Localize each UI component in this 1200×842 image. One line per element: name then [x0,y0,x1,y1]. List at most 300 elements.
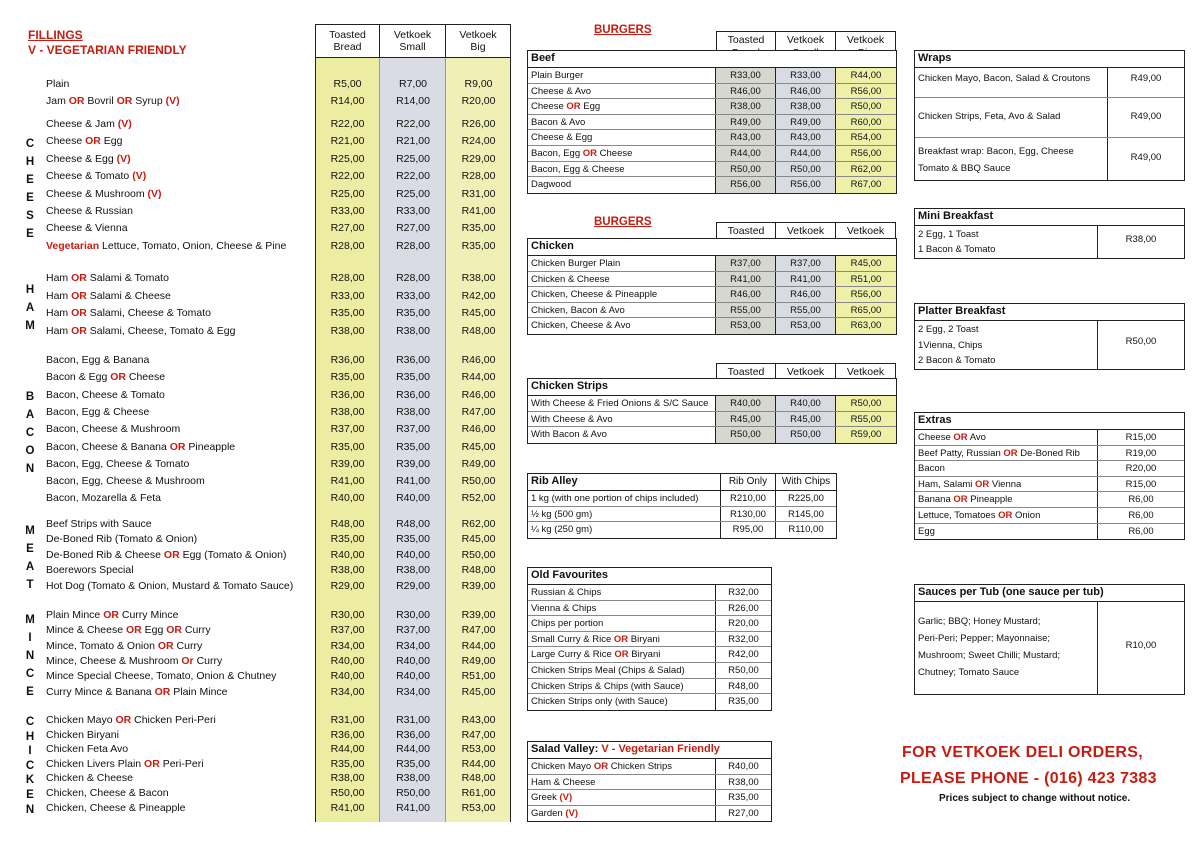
filling-price: R38,00 [396,564,430,577]
category-letters-ham: H A M [25,284,35,333]
sauces-table: Sauces per Tub (one sauce per tub) Garlic; BBQ; Honey Mustard; Peri-Peri; Pepper; Mayonnaise; Mushroom; Sweet Chilli; Mustard; Chutney; Tomato Sauce R10,00 [914,584,1185,695]
filling-price: R28,00 [396,239,430,252]
chicken-burger-price: R46,00 [776,287,836,302]
filling-item-name: Bacon, Egg & Cheese [46,405,150,418]
filling-item-name: Boerewors Special [46,564,134,577]
extra-price: R6,00 [1128,494,1154,506]
filling-price: R38,00 [330,405,365,418]
filling-price: R40,00 [330,548,365,561]
filling-price: R25,00 [330,152,365,165]
filling-price: R24,00 [461,135,496,148]
chicken-burger-price: R56,00 [836,287,896,302]
chicken-burger-price: R55,00 [716,303,776,318]
filling-price: R34,00 [396,639,430,652]
old-favourite-item-name: Small Curry & Rice OR Biryani [528,632,716,647]
chicken-strips-price: R59,00 [836,427,896,443]
filling-price: R36,00 [396,728,430,741]
filling-price: R35,00 [461,239,496,252]
filling-price: R35,00 [330,757,365,770]
filling-price: R35,00 [330,371,365,384]
rib-alley-title: Rib Alley [528,474,721,491]
rib-price-only: R130,00 [721,507,776,522]
extra-item-name: Beef Patty, Russian OR De-Boned Rib [915,446,1098,461]
beef-burger-item-name: Cheese & Avo [528,84,716,99]
chicken-strips-row [528,412,896,428]
filling-price: R52,00 [461,492,496,505]
fillings-col-vetsmall-header: Vetkoek Small [380,24,446,58]
filling-price: R22,00 [396,118,430,130]
old-favourite-price: R50,00 [728,664,759,676]
filling-price: R25,00 [330,187,365,200]
old-favourite-item-name: Chicken Strips only (with Sauce) [528,694,716,710]
wraps-row: Chicken Mayo, Bacon, Salad & Croutons R49,00 [915,68,1184,98]
salad-row [528,775,771,791]
chicken-burger-price: R37,00 [776,256,836,271]
old-favourite-price: R42,00 [728,649,759,661]
filling-price: R33,00 [396,205,430,217]
filling-price: R28,00 [330,272,365,284]
salad-price: R27,00 [728,807,759,819]
burgers-beef-title: Beef [528,51,896,68]
filling-price: R50,00 [461,548,496,561]
burgers-beef-table [527,50,897,194]
extra-price: R6,00 [1128,509,1154,521]
filling-price: R7,00 [398,78,428,90]
category-letters-mince: M I N C E [25,613,35,698]
wraps-title: Wraps [915,51,1184,68]
chicken-burger-price: R45,00 [836,256,896,271]
filling-item-name: Chicken, Cheese & Bacon [46,787,169,799]
filling-price: R50,00 [330,787,365,799]
filling-price: R40,00 [396,670,430,683]
rib-item-name: 1 kg (with one portion of chips included) [528,491,721,506]
chicken-burger-price: R53,00 [776,318,836,334]
chicken-burger-price: R41,00 [716,272,776,287]
filling-item-name: Ham OR Salami & Tomato [46,272,169,284]
filling-item-name: Mince, Tomato & Onion OR Curry [46,639,203,652]
filling-item-name: Chicken Mayo OR Chicken Peri-Peri [46,714,216,726]
chicken-burger-price: R65,00 [836,303,896,318]
filling-price: R14,00 [330,95,365,108]
rib-price-chips: R145,00 [788,508,824,520]
beef-burger-price: R67,00 [836,177,896,193]
filling-price: R33,00 [330,205,365,217]
salad-price: R35,00 [728,792,759,804]
filling-price: R45,00 [461,440,496,453]
filling-price: R47,00 [461,624,496,637]
filling-price: R30,00 [330,609,365,621]
beef-burger-price: R50,00 [776,162,836,177]
beef-burger-item-name: Bacon, Egg & Cheese [528,162,716,177]
filling-item-name: Chicken Biryani [46,728,119,741]
chicken-burger-row [528,272,896,288]
old-favourite-price: R48,00 [728,680,759,692]
filling-price: R34,00 [330,685,365,698]
filling-price: R36,00 [396,354,430,366]
chicken-strips-price: R40,00 [776,396,836,411]
category-letters-chicken: C H I C K E N [25,716,35,816]
chicken-burger-price: R46,00 [716,287,776,302]
chicken-burger-price: R55,00 [776,303,836,318]
filling-item-name: Ham OR Salami, Cheese, Tomato & Egg [46,324,236,337]
filling-price: R38,00 [396,772,430,785]
chicken-strips-price: R50,00 [716,427,776,443]
beef-burger-price: R56,00 [836,146,896,161]
salad-item-name: Ham & Cheese [528,775,716,790]
filling-item-name: Chicken Livers Plain OR Peri-Peri [46,757,204,770]
filling-price: R38,00 [461,272,496,284]
filling-price: R36,00 [330,354,365,366]
filling-item-name: Chicken Feta Avo [46,743,129,756]
filling-item-name: Bacon, Egg, Cheese & Tomato [46,457,190,470]
beef-burger-item-name: Bacon, Egg OR Cheese [528,146,716,161]
filling-price: R35,00 [396,371,430,384]
filling-price: R35,00 [330,307,365,320]
filling-price: R38,00 [330,324,365,337]
filling-price: R44,00 [330,743,365,756]
fillings-subtitle: V - VEGETARIAN FRIENDLY [28,43,187,57]
chicken-burger-row [528,303,896,319]
chicken-strips-price: R50,00 [776,427,836,443]
chicken-strips-item-name: With Cheese & Avo [528,412,716,427]
filling-price: R50,00 [396,787,430,799]
chicken-burger-price: R37,00 [716,256,776,271]
extras-title: Extras [915,413,1184,430]
chicken-strips-price: R50,00 [836,396,896,411]
chicken-burger-price: R41,00 [776,272,836,287]
filling-item-name: De-Boned Rib & Cheese OR Egg (Tomato & Onion) [46,548,287,561]
filling-item-name: Mince & Cheese OR Egg OR Curry [46,624,211,637]
filling-price: R29,00 [396,579,430,592]
beef-burger-price: R54,00 [836,130,896,145]
filling-price: R22,00 [396,170,430,183]
chicken-strips-item-name: With Bacon & Avo [528,427,716,443]
beef-burger-price: R44,00 [776,146,836,161]
extra-row [915,508,1184,524]
rib-col2: With Chips [781,476,831,487]
beef-burger-row [528,115,896,131]
filling-item-name: Bacon & Egg OR Cheese [46,371,166,384]
beef-burger-price: R38,00 [776,99,836,114]
old-favourite-row [528,632,771,648]
filling-price: R35,00 [396,533,430,546]
old-favourite-price: R26,00 [728,602,759,614]
filling-price: R30,00 [396,609,430,621]
filling-item-name: Cheese & Egg (V) [46,152,131,165]
rib-row [528,522,836,538]
beef-burger-row [528,68,896,84]
filling-price: R45,00 [461,685,496,698]
filling-item-name: Bacon, Egg, Cheese & Mushroom [46,475,205,488]
filling-price: R62,00 [461,518,496,530]
filling-item-name: Beef Strips with Sauce [46,518,152,530]
filling-price: R39,00 [461,579,496,592]
burgers-heading-beef: BURGERS [594,24,652,36]
filling-item-name: Cheese OR Egg [46,135,123,148]
rib-row [528,491,836,507]
filling-item-name: Mince, Cheese & Mushroom Or Curry [46,654,223,667]
filling-price: R47,00 [461,405,496,418]
old-favourites-table [527,567,772,711]
filling-price: R43,00 [461,714,496,726]
filling-item-name: Bacon, Egg & Banana [46,354,150,366]
salad-price: R40,00 [728,761,759,772]
filling-item-name: De-Boned Rib (Tomato & Onion) [46,533,198,546]
filling-price: R40,00 [330,670,365,683]
filling-price: R37,00 [330,624,365,637]
filling-item-name: Chicken & Cheese [46,772,133,785]
beef-burger-item-name: Cheese & Egg [528,130,716,145]
old-favourite-price: R20,00 [728,618,759,630]
filling-price: R31,00 [396,714,430,726]
old-favourite-price: R35,00 [728,696,759,708]
filling-price: R35,00 [396,307,430,320]
filling-price: R48,00 [396,518,430,530]
beef-burger-price: R49,00 [776,115,836,130]
filling-price: R50,00 [461,475,496,488]
fillings-col-toasted-header: Toasted Bread [315,24,380,58]
extra-row [915,430,1184,446]
rib-row [528,507,836,523]
beef-headers: Toasted Vetkoek Vetkoek [716,31,896,62]
beef-burger-row [528,177,896,193]
filling-price: R29,00 [461,152,496,165]
extra-row [915,461,1184,477]
extra-price: R15,00 [1125,478,1157,490]
beef-burger-item-name: Dagwood [528,177,716,193]
filling-item-name: Curry Mince & Banana OR Plain Mince [46,685,228,698]
filling-price: R28,00 [461,170,496,183]
rib-item-name: ¼ kg (250 gm) [528,522,721,538]
filling-price: R44,00 [461,639,496,652]
strips-headers: Toasted Vetkoek Vetkoek [716,363,896,394]
old-favourite-price: R32,00 [728,587,759,598]
rib-price-only: R210,00 [721,491,776,506]
extra-item-name: Lettuce, Tomatoes OR Onion [915,508,1098,523]
filling-price: R31,00 [330,714,365,726]
filling-price: R48,00 [461,772,496,785]
beef-burger-row [528,162,896,178]
beef-burger-price: R46,00 [716,84,776,99]
old-favourite-row [528,585,771,601]
filling-price: R35,00 [330,533,365,546]
old-favourites-title: Old Favourites [528,568,771,585]
chicken-burger-price: R53,00 [716,318,776,334]
rib-price-only: R95,00 [721,522,776,538]
filling-price: R40,00 [396,654,430,667]
chicken-strips-price: R55,00 [836,412,896,427]
salad-valley-table [527,741,772,822]
filling-price: R45,00 [461,307,496,320]
filling-price: R38,00 [396,324,430,337]
salad-item-name: Chicken Mayo OR Chicken Strips [528,759,716,774]
filling-item-name: Vegetarian Lettuce, Tomato, Onion, Cheese & Pine [46,239,287,252]
filling-item-name: Cheese & Tomato (V) [46,170,147,183]
old-favourite-row [528,663,771,679]
filling-price: R39,00 [396,457,430,470]
filling-price: R22,00 [330,118,365,130]
beef-burger-price: R38,00 [716,99,776,114]
filling-price: R48,00 [330,518,365,530]
filling-price: R37,00 [396,423,430,436]
filling-price: R21,00 [396,135,430,148]
filling-price: R41,00 [396,801,430,814]
extra-item-name: Ham, Salami OR Vienna [915,477,1098,492]
filling-price: R22,00 [330,170,365,183]
old-favourite-item-name: Chicken Strips Meal (Chips & Salad) [528,663,716,678]
extras-table [914,412,1185,540]
filling-item-name: Hot Dog (Tomato & Onion, Mustard & Tomato Sauce) [46,579,294,592]
old-favourite-row [528,647,771,663]
filling-price: R53,00 [461,801,496,814]
filling-price: R31,00 [461,187,496,200]
old-favourite-row [528,679,771,695]
beef-burger-price: R56,00 [716,177,776,193]
filling-price: R27,00 [330,222,365,235]
old-favourite-item-name: Vienna & Chips [528,601,716,616]
filling-price: R36,00 [396,388,430,401]
chicken-strips-item-name: With Cheese & Fried Onions & S/C Sauce [528,396,716,411]
old-favourite-item-name: Chicken Strips & Chips (with Sauce) [528,679,716,694]
filling-price: R33,00 [396,289,430,302]
fillings-title: FILLINGS [28,28,83,42]
salad-row [528,790,771,806]
filling-price: R37,00 [396,624,430,637]
filling-item-name: Jam OR Bovril OR Syrup (V) [46,95,180,108]
old-favourite-row [528,694,771,710]
salad-item-name: Garden (V) [528,806,716,822]
rib-price-chips: R225,00 [788,493,824,504]
filling-price: R45,00 [461,533,496,546]
filling-price: R38,00 [330,564,365,577]
filling-price: R48,00 [461,324,496,337]
filling-price: R25,00 [396,152,430,165]
filling-price: R53,00 [461,743,496,756]
filling-price: R25,00 [396,187,430,200]
beef-burger-item-name: Plain Burger [528,68,716,83]
filling-item-name: Cheese & Jam (V) [46,118,132,130]
beef-burger-price: R44,00 [716,146,776,161]
filling-price: R49,00 [461,654,496,667]
category-letters-meat: M E A T [25,524,35,591]
chicken-burger-item-name: Chicken, Cheese & Pineapple [528,287,716,302]
filling-price: R35,00 [396,440,430,453]
chicken-strips-row [528,427,896,443]
beef-burger-item-name: Bacon & Avo [528,115,716,130]
beef-burger-price: R43,00 [716,130,776,145]
chicken-strips-title: Chicken Strips [528,379,896,396]
filling-item-name: Cheese & Russian [46,205,133,217]
extra-price: R20,00 [1125,463,1157,475]
filling-price: R46,00 [461,423,496,436]
filling-item-name: Ham OR Salami & Cheese [46,289,171,302]
filling-price: R28,00 [330,239,365,252]
filling-price: R46,00 [461,388,496,401]
old-favourite-item-name: Chips per portion [528,616,716,631]
beef-burger-price: R56,00 [776,177,836,193]
filling-price: R61,00 [461,787,496,799]
beef-burger-price: R62,00 [836,162,896,177]
filling-price: R40,00 [330,654,365,667]
beef-burger-price: R49,00 [716,115,776,130]
beef-burger-price: R50,00 [716,162,776,177]
filling-price: R44,00 [396,743,430,756]
filling-item-name: Bacon, Cheese & Tomato [46,388,165,401]
filling-price: R41,00 [330,801,365,814]
filling-price: R34,00 [330,639,365,652]
chicken-burger-price: R63,00 [836,318,896,334]
filling-price: R48,00 [461,564,496,577]
filling-item-name: Ham OR Salami, Cheese & Tomato [46,307,211,320]
extra-price: R6,00 [1128,525,1154,537]
burgers-chicken-table [527,238,897,335]
beef-burger-price: R60,00 [836,115,896,130]
rib-col1: Rib Only [721,474,776,490]
extra-row [915,492,1184,508]
salad-price: R38,00 [728,776,759,788]
filling-item-name: Bacon, Cheese & Mushroom [46,423,181,436]
filling-price: R47,00 [461,728,496,741]
filling-price: R34,00 [396,685,430,698]
salad-valley-title: Salad Valley: V - Vegetarian Friendly [528,742,771,759]
filling-price: R39,00 [330,457,365,470]
rib-item-name: ½ kg (500 gm) [528,507,721,522]
chicken-strips-table [527,378,897,444]
category-letters-cheese: C H E E S E [25,137,35,240]
platter-breakfast-title: Platter Breakfast [915,304,1184,321]
filling-price: R38,00 [330,772,365,785]
rib-price-chips: R110,00 [788,524,824,536]
filling-item-name: Bacon, Cheese & Banana OR Pineapple [46,440,236,453]
chicken-burger-item-name: Chicken & Cheese [528,272,716,287]
extra-row [915,524,1184,540]
filling-price: R42,00 [461,289,496,302]
filling-price: R29,00 [330,579,365,592]
filling-price: R39,00 [461,609,496,621]
filling-price: R9,00 [464,78,493,90]
old-favourite-price: R32,00 [728,633,759,645]
filling-item-name: Plain [46,78,70,90]
filling-price: R35,00 [330,440,365,453]
fillings-col-vetbig-header: Vetkoek Big [446,24,511,58]
filling-price: R51,00 [461,670,496,683]
beef-burger-price: R46,00 [776,84,836,99]
filling-price: R14,00 [396,95,430,108]
beef-burger-row [528,99,896,115]
filling-price: R33,00 [330,289,365,302]
sauces-title: Sauces per Tub (one sauce per tub) [915,585,1184,602]
extra-price: R19,00 [1125,447,1157,459]
old-favourite-row [528,601,771,617]
filling-price: R49,00 [461,457,496,470]
filling-price: R40,00 [396,492,430,505]
wraps-row: Breakfast wrap: Bacon, Egg, Cheese Tomato & BBQ Sauce R49,00 [915,138,1184,180]
beef-burger-price: R50,00 [836,99,896,114]
extra-row [915,477,1184,493]
filling-price: R36,00 [330,728,365,741]
filling-price: R44,00 [461,371,496,384]
extra-row [915,446,1184,462]
salad-item-name: Greek (V) [528,790,716,805]
wraps-table [914,50,1185,181]
filling-item-name: Cheese & Mushroom (V) [46,187,162,200]
filling-item-name: Plain Mince OR Curry Mince [46,609,179,621]
filling-price: R26,00 [461,118,496,130]
beef-burger-row [528,84,896,100]
mini-breakfast-title: Mini Breakfast [915,209,1184,226]
beef-burger-price: R43,00 [776,130,836,145]
filling-price: R5,00 [333,78,362,90]
